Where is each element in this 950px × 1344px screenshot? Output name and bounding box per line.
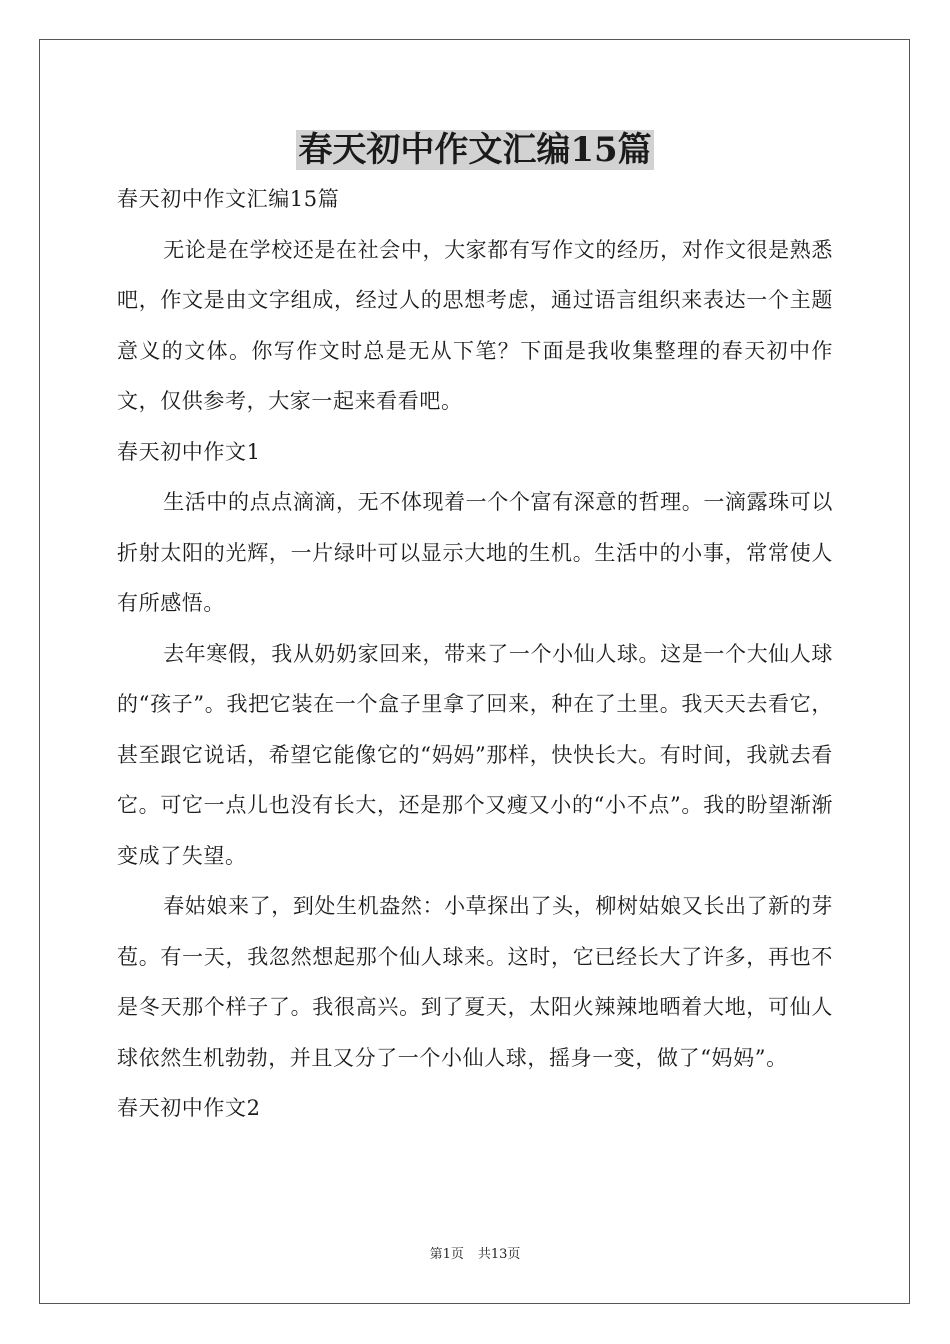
document-title-text: 春天初中作文汇编15篇 [298, 130, 652, 170]
document-body [117, 174, 833, 1134]
section-1-paragraph-2: 去年寒假，我从奶奶家回来，带来了一个小仙人球。这是一个大仙人球的“孩子”。我把它装在一个盒子里拿了回来，种在了土里。我天天去看它，甚至跟它说话，希望它能像它的“妈妈”那样，快快长大。有时间，我就去看它。可它一点儿也没有长大，还是那个又瘦又小的“小不点”。我的盼望渐渐变成了失望。 [117, 641, 833, 868]
document-subtitle: 春天初中作文汇编15篇 [117, 187, 340, 211]
intro-paragraph: 无论是在学校还是在社会中，大家都有写作文的经历，对作文很是熟悉吧，作文是由文字组成，经过人的思想考虑，通过语言组织来表达一个主题意义的文体。你写作文时总是无从下笔？下面是我收集整理的春天初中作文，仅供参考，大家一起来看看吧。 [117, 237, 833, 413]
document-title [0, 124, 950, 176]
section-1-paragraph-1: 生活中的点点滴滴，无不体现着一个个富有深意的哲理。一滴露珠可以折射太阳的光辉，一片绿叶可以显示大地的生机。生活中的小事，常常使人有所感悟。 [117, 490, 833, 615]
page-number: 第1页 [429, 1247, 464, 1262]
page-total: 共13页 [477, 1247, 521, 1262]
section-heading-1: 春天初中作文1 [117, 439, 261, 464]
page-footer [0, 1246, 950, 1264]
section-1-paragraph-3: 春姑娘来了，到处生机盎然：小草探出了头，柳树姑娘又长出了新的芽苞。有一天，我忽然想起那个仙人球来。这时，它已经长大了许多，再也不是冬天那个样子了。我很高兴。到了夏天，太阳火辣辣地晒着大地，可仙人球依然生机勃勃，并且又分了一个小仙人球，摇身一变，做了“妈妈”。 [117, 894, 833, 1070]
section-heading-2: 春天初中作文2 [117, 1096, 261, 1120]
